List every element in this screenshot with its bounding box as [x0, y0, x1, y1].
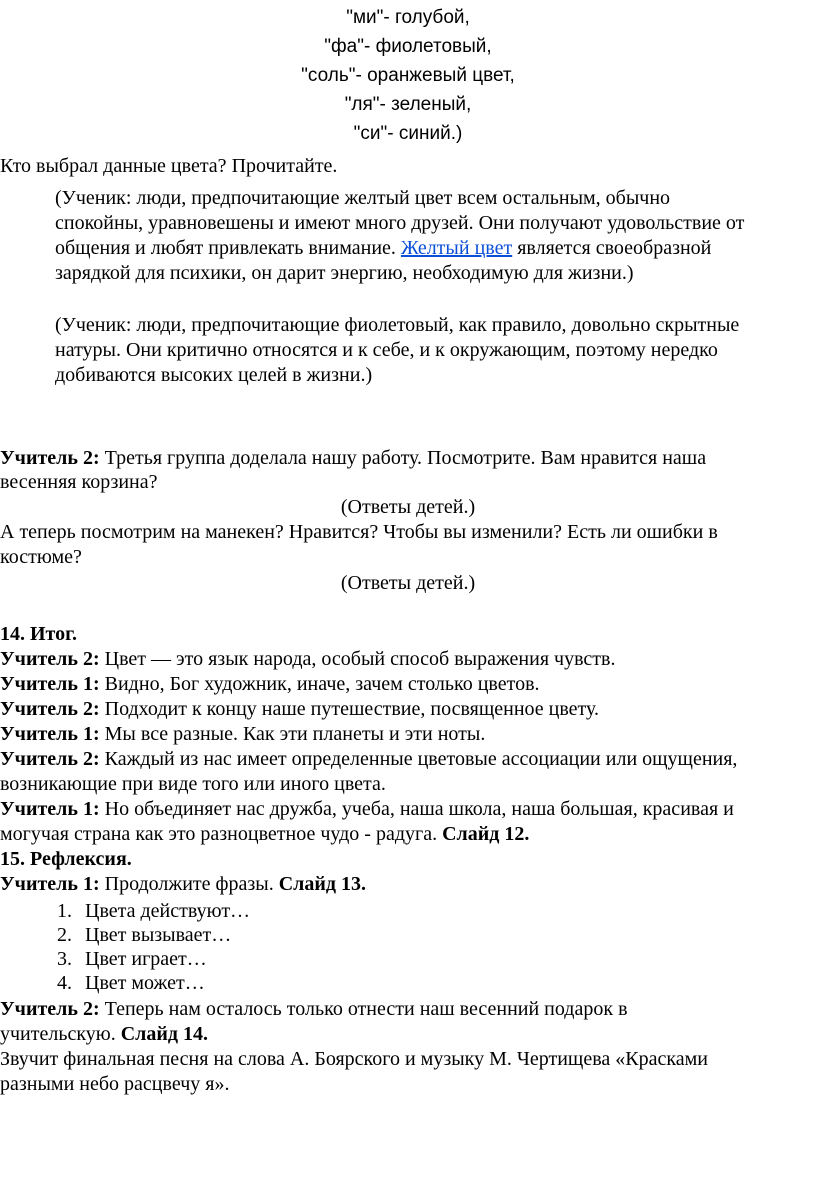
speaker-label: Учитель 1: [0, 723, 100, 745]
para1-line: зарядкой для психики, он дарит энергию, необходимую для жизни.) [55, 262, 634, 284]
color-note: "ми"- голубой, [346, 7, 470, 28]
list-item [57, 971, 72, 995]
list-item-text: Цвет вызывает… [85, 924, 232, 946]
para2-line: (Ученик: люди, предпочитающие фиолетовый, как правило, довольно скрытные [55, 314, 740, 336]
color-note: "ля"- зеленый, [344, 94, 472, 115]
color-note: "фа"- фиолетовый, [324, 36, 492, 57]
dialog-line: возникающие при виде того или иного цвета. [0, 773, 386, 795]
dialog-line [0, 797, 734, 821]
dialog-line [0, 697, 599, 721]
speech-text: Видно, Бог художник, иначе, зачем столько цветов. [99, 673, 540, 695]
speaker-label: Учитель 2: [0, 748, 100, 770]
list-item [57, 923, 72, 947]
list-item-text: Цвета действуют… [85, 900, 251, 922]
slide-ref: Слайд 12. [442, 823, 530, 845]
list-item-text: Цвет может… [85, 972, 205, 994]
dialog-line [0, 647, 615, 671]
para1-line: (Ученик: люди, предпочитающие желтый цвет всем остальным, обычно [55, 187, 671, 209]
para2-line: добиваются высоких целей в жизни.) [55, 364, 373, 386]
question-text: Кто выбрал данные цвета? Прочитайте. [0, 155, 338, 177]
dialog-line [0, 822, 529, 846]
dialog-line [0, 672, 540, 696]
list-item [57, 899, 72, 923]
speaker-label: Учитель 2: [0, 648, 100, 670]
speech-text: Третья группа доделала нашу работу. Посмотрите. Вам нравится наша [99, 447, 707, 469]
speaker-label: Учитель 2: [0, 998, 100, 1020]
dialog-line [0, 872, 366, 896]
list-item-text: Цвет играет… [85, 948, 207, 970]
para1-text: является своеобразной [512, 237, 712, 259]
dialog-line [0, 722, 485, 746]
para1-text: общения и любят привлекать внимание. [55, 237, 401, 259]
speaker-label: Учитель 1: [0, 673, 100, 695]
speech-text: Мы все разные. Как эти планеты и эти ноты. [99, 723, 486, 745]
yellow-color-link[interactable]: Желтый цвет [400, 237, 513, 259]
speech-text: учительскую. [0, 1023, 121, 1045]
speech-text: могучая страна как это разноцветное чудо - радуга. [0, 823, 443, 845]
para2-line: натуры. Они критично относятся и к себе, и к окружающим, поэтому нередко [55, 339, 718, 361]
list-number: 1. [57, 900, 72, 922]
section-heading: 15. Рефлексия. [0, 848, 132, 870]
answers-note: (Ответы детей.) [340, 496, 476, 518]
speech-text: Каждый из нас имеет определенные цветовые ассоциации или ощущения, [99, 748, 738, 770]
teacher-line: весенняя корзина? [0, 471, 158, 493]
speaker-label: Учитель 2: [0, 698, 100, 720]
final-line: Звучит финальная песня на слова А. Боярского и музыку М. Чертищева «Красками [0, 1048, 709, 1070]
speech-text: Теперь нам осталось только отнести наш весенний подарок в [99, 998, 628, 1020]
speech-text: Но объединяет нас дружба, учеба, наша школа, наша большая, красивая и [99, 798, 734, 820]
para1-line: спокойны, уравновешены и имеют много друзей. Они получают удовольствие от [55, 212, 745, 234]
speech-text: Подходит к концу наше путешествие, посвященное цвету. [99, 698, 600, 720]
dialog-line [0, 747, 737, 771]
list-number: 3. [57, 948, 72, 970]
list-number: 4. [57, 972, 72, 994]
para1-line [55, 236, 711, 260]
slide-ref: Слайд 14. [120, 1023, 209, 1045]
color-note: "си"- синий.) [353, 123, 463, 144]
dialog-line [0, 997, 628, 1021]
list-item [57, 947, 72, 971]
speech-text: Цвет — это язык народа, особый способ выражения чувств. [99, 648, 616, 670]
list-number: 2. [57, 924, 72, 946]
final-line: разными небо расцвечу я». [0, 1073, 230, 1095]
slide-ref: Слайд 13. [278, 873, 367, 895]
answers-note: (Ответы детей.) [340, 572, 476, 594]
speech-text: Продолжите фразы. [99, 873, 279, 895]
dialog-line [0, 1022, 208, 1046]
question-line: костюме? [0, 546, 82, 568]
teacher-line [0, 446, 706, 470]
speaker-label: Учитель 1: [0, 873, 100, 895]
color-note: "соль"- оранжевый цвет, [301, 65, 515, 86]
speaker-label: Учитель 1: [0, 798, 100, 820]
question-line: А теперь посмотрим на манекен? Нравится? Чтобы вы изменили? Есть ли ошибки в [0, 521, 718, 543]
section-heading: 14. Итог. [0, 623, 77, 645]
speaker-label: Учитель 2: [0, 447, 100, 469]
